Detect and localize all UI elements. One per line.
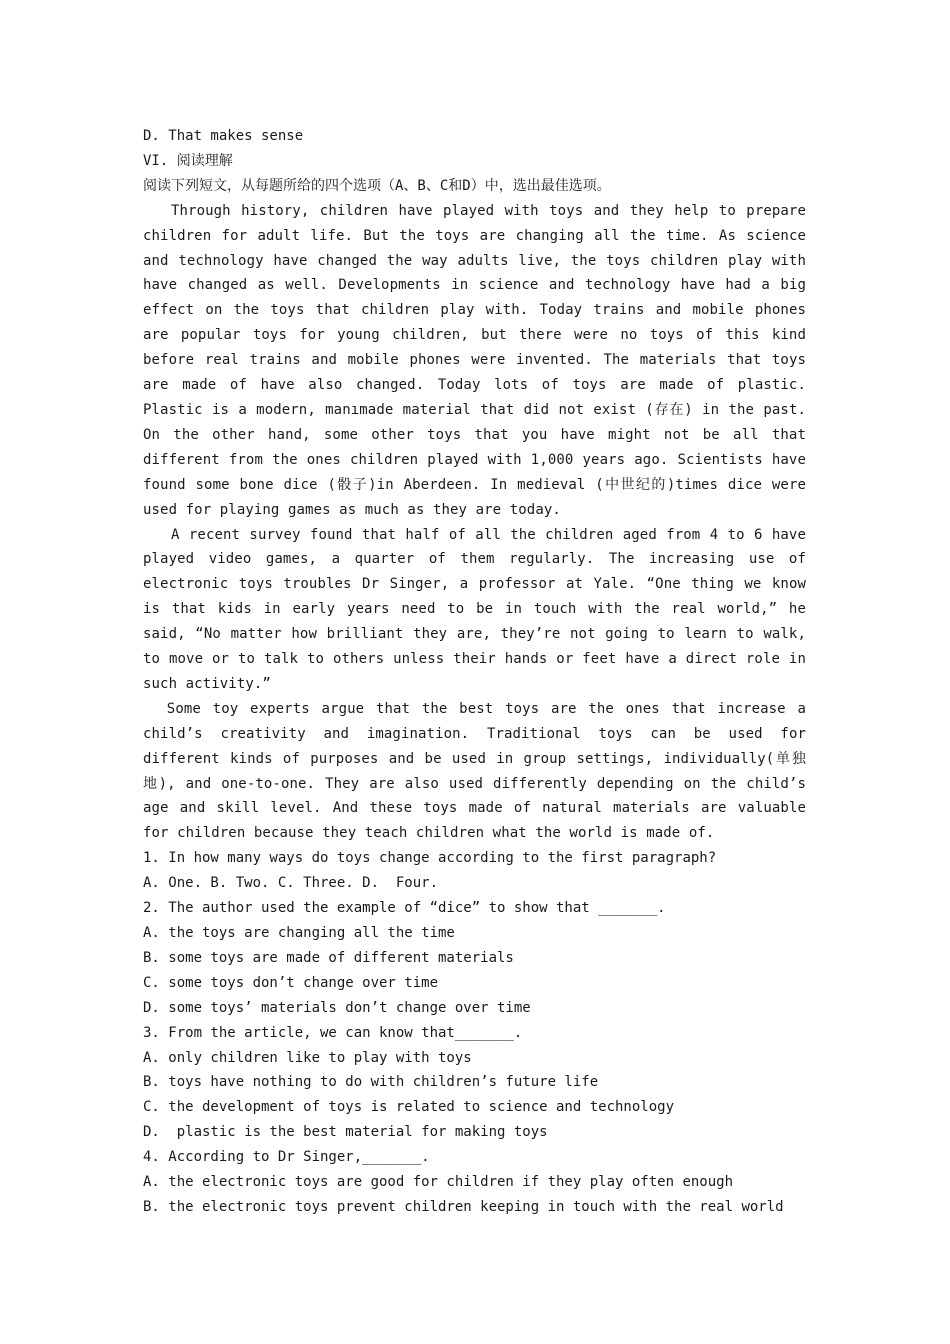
previous-question-option: D. That makes sense (143, 128, 304, 144)
answer-option: B. the electronic toys prevent children keeping in touch with the real world (143, 1198, 784, 1215)
question-stem: 2. The author used the example of “dice” to show that _______. (143, 900, 666, 917)
question-block (143, 1021, 806, 1146)
answer-options: A. One. B. Two. C. Three. D. Four. (143, 875, 439, 892)
answer-option: B. some toys are made of different materials (143, 949, 514, 966)
question-stem: 4. According to Dr Singer,_______. (143, 1149, 430, 1166)
passage-paragraph: Some toy experts argue that the best toys are the ones that increase a child’s creativity and imagination. Traditional toys can be used for different kinds of purposes and be used in group settings, individually(单独地), and one-to-one. They are also used differently depending on the child’s age and skill level. And these toys made of natural materials are valuable for children because they teach children what the world is made of. (143, 700, 806, 842)
section-instruction: 阅读下列短文，从每题所给的四个选项（A、B、C和D）中，选出最佳选项。 (143, 177, 611, 194)
answer-option: D. some toys’ materials don’t change over time (143, 999, 531, 1016)
answer-option: C. the development of toys is related to science and technology (143, 1099, 675, 1116)
answer-option: A. the electronic toys are good for children if they play often enough (143, 1174, 734, 1191)
answer-option: D. plastic is the best material for making toys (143, 1124, 548, 1141)
passage-paragraph: Through history, children have played with toys and they help to prepare children for adult life. But the toys are changing all the time. As science and technology have changed the way adults live, the toys children play with have changed as well. Developments in science and technology have had a big effect on the toys that children play with. Today trains and mobile phones are popular toys for young children, but there were no toys of this kind before real trains and mobile phones were invented. The materials that toys are made of have also changed. Today lots of toys are made of plastic. Plastic is a modern, manımade material that did not exist (存在) in the past. On the other hand, some other toys that you have might not be all that different from the ones children played with 1,000 years ago. Scientists have found some bone dice (骰子)in Aberdeen. In medieval (中世纪的)times dice were used for playing games as much as they are today. (143, 202, 806, 518)
question-stem: 3. From the article, we can know that_______. (143, 1024, 523, 1041)
answer-option: B. toys have nothing to do with children’s future life (143, 1074, 599, 1091)
question-block (143, 846, 806, 896)
answer-option: C. some toys don’t change over time (143, 974, 439, 991)
document-page (143, 124, 806, 1220)
answer-option: A. only children like to play with toys (143, 1049, 472, 1066)
question-block (143, 896, 806, 1021)
passage-paragraph: A recent survey found that half of all the children aged from 4 to 6 have played video games, a quarter of them regularly. The increasing use of electronic toys troubles Dr Singer, a professor at Yale. “One thing we know is that kids in early years need to be in touch with the real world,” he said, “No matter how brilliant they are, they’re not going to learn to walk, to move or to talk to others unless their hands or feet have a direct role in such activity.” (143, 526, 806, 692)
question-block (143, 1145, 806, 1220)
section-title: VI. 阅读理解 (143, 152, 233, 169)
question-stem: 1. In how many ways do toys change according to the first paragraph? (143, 850, 717, 867)
answer-option: A. the toys are changing all the time (143, 925, 455, 941)
